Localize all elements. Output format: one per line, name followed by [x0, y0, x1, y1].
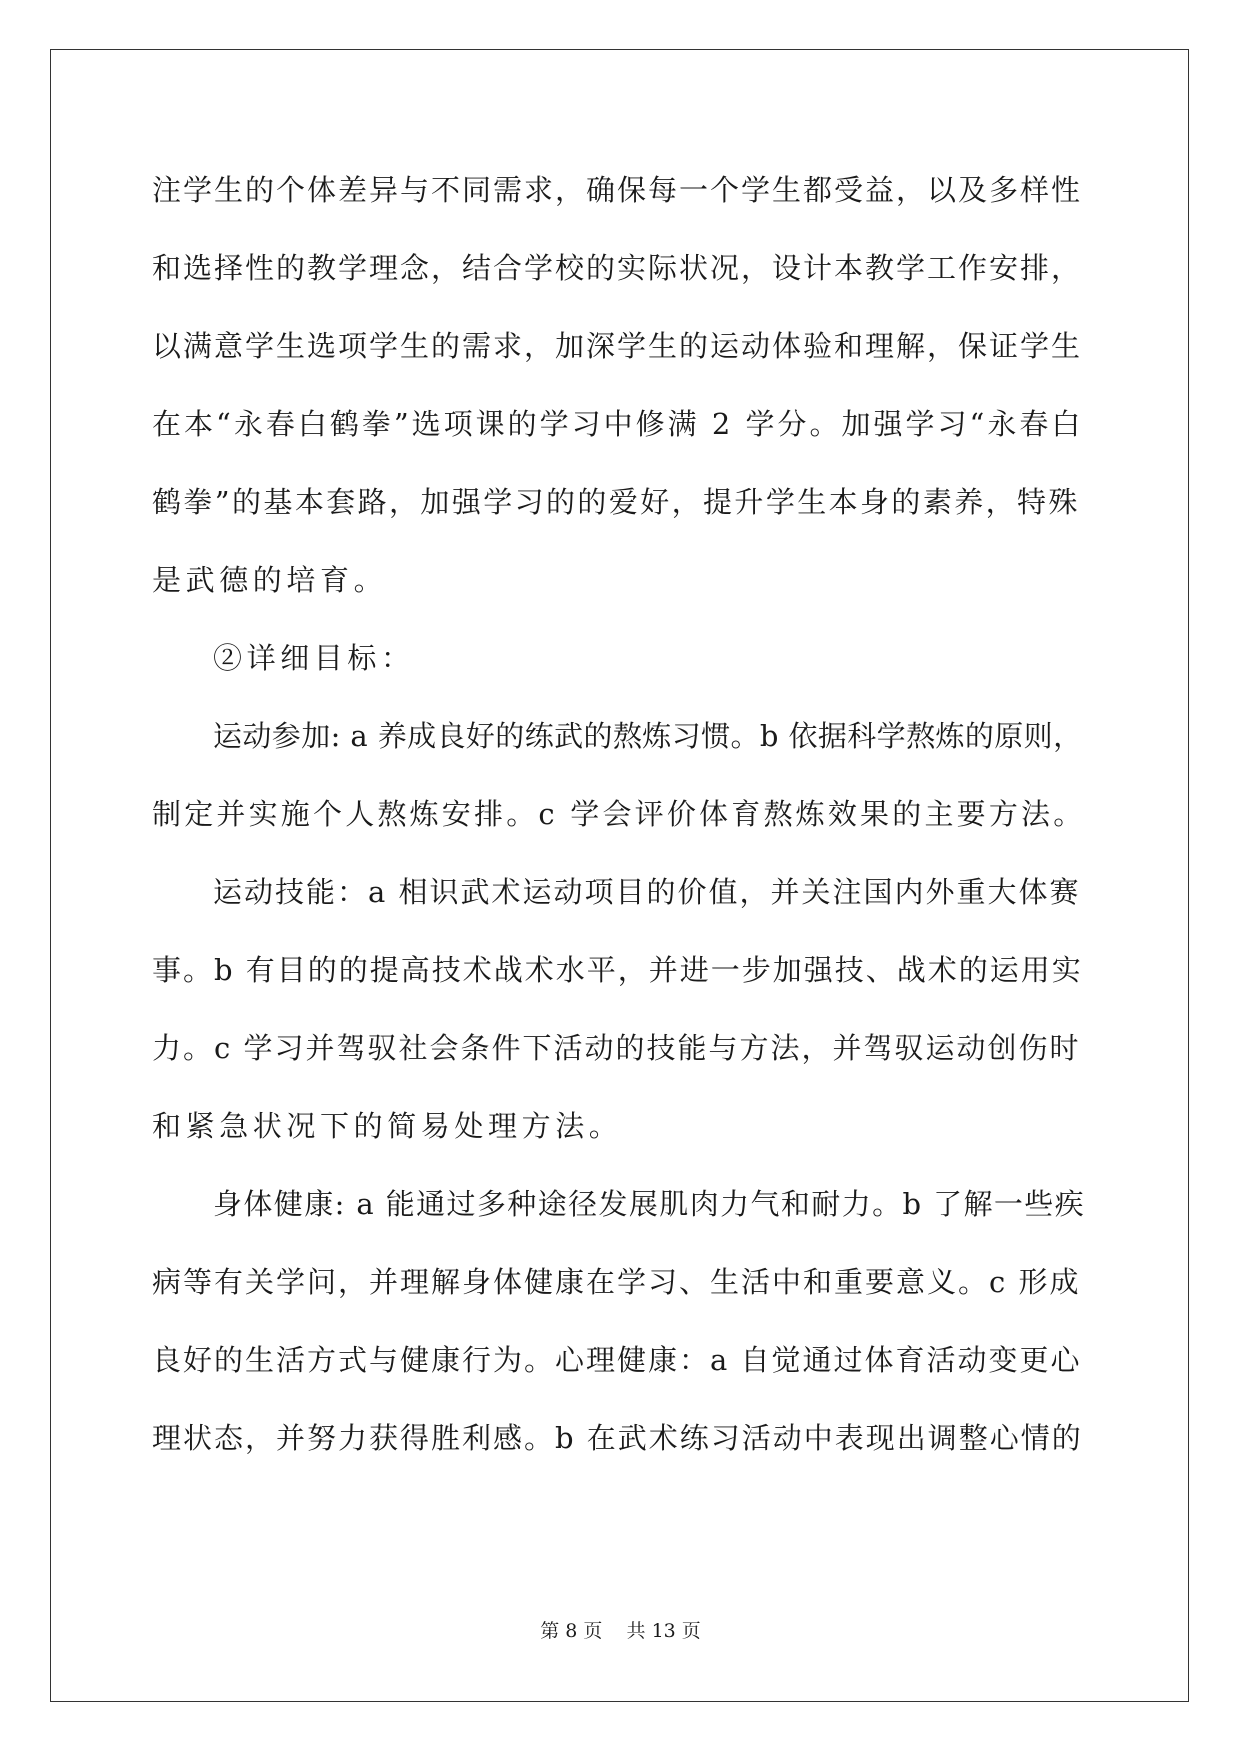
text-line: 事。b 有目的的提高技术战术水平，并进一步加强技、战术的运用实: [152, 953, 1083, 987]
text-line: 力。c 学习并驾驭社会条件下活动的技能与方法，并驾驭运动创伤时: [152, 1031, 1081, 1065]
text-line: 和紧急状况下的简易处理方法。: [152, 1109, 623, 1143]
text-line: 运动技能：a 相识武术运动项目的价值，并关注国内外重大体赛: [213, 875, 1081, 909]
text-line: 理状态，并努力获得胜利感。b 在武术练习活动中表现出调整心情的: [152, 1421, 1083, 1455]
text-line: 身体健康: a 能通过多种途径发展肌肉力气和耐力。b 了解一些疾: [213, 1187, 1086, 1221]
text-line: 鹤拳”的基本套路，加强学习的的爱好，提升学生本身的素养，特殊: [152, 485, 1080, 519]
text-line: 以满意学生选项学生的需求，加深学生的运动体验和理解，保证学生: [152, 329, 1083, 363]
text-line: 在本“永春白鹤拳”选项课的学习中修满 2 学分。加强学习“永春白: [152, 407, 1084, 441]
text-line: 病等有关学问，并理解身体健康在学习、生活中和重要意义。c 形成: [152, 1265, 1081, 1299]
text-line: 是武德的培育。: [152, 563, 388, 597]
text-line: 注学生的个体差异与不同需求，确保每一个学生都受益，以及多样性: [152, 173, 1083, 207]
text-line: 制定并实施个人熬炼安排。c 学会评价体育熬炼效果的主要方法。: [152, 797, 1086, 831]
text-line: 运动参加: a 养成良好的练武的熬炼习惯。b 依据科学熬炼的原则，: [213, 719, 1083, 753]
text-line: 和选择性的教学理念，结合学校的实际状况，设计本教学工作安排，: [152, 251, 1083, 285]
section-heading: ②详细目标：: [213, 641, 415, 675]
page-number-footer: 第 8 页 共 13 页: [540, 1620, 701, 1642]
text-line: 良好的生活方式与健康行为。心理健康：a 自觉通过体育活动变更心: [152, 1343, 1082, 1377]
